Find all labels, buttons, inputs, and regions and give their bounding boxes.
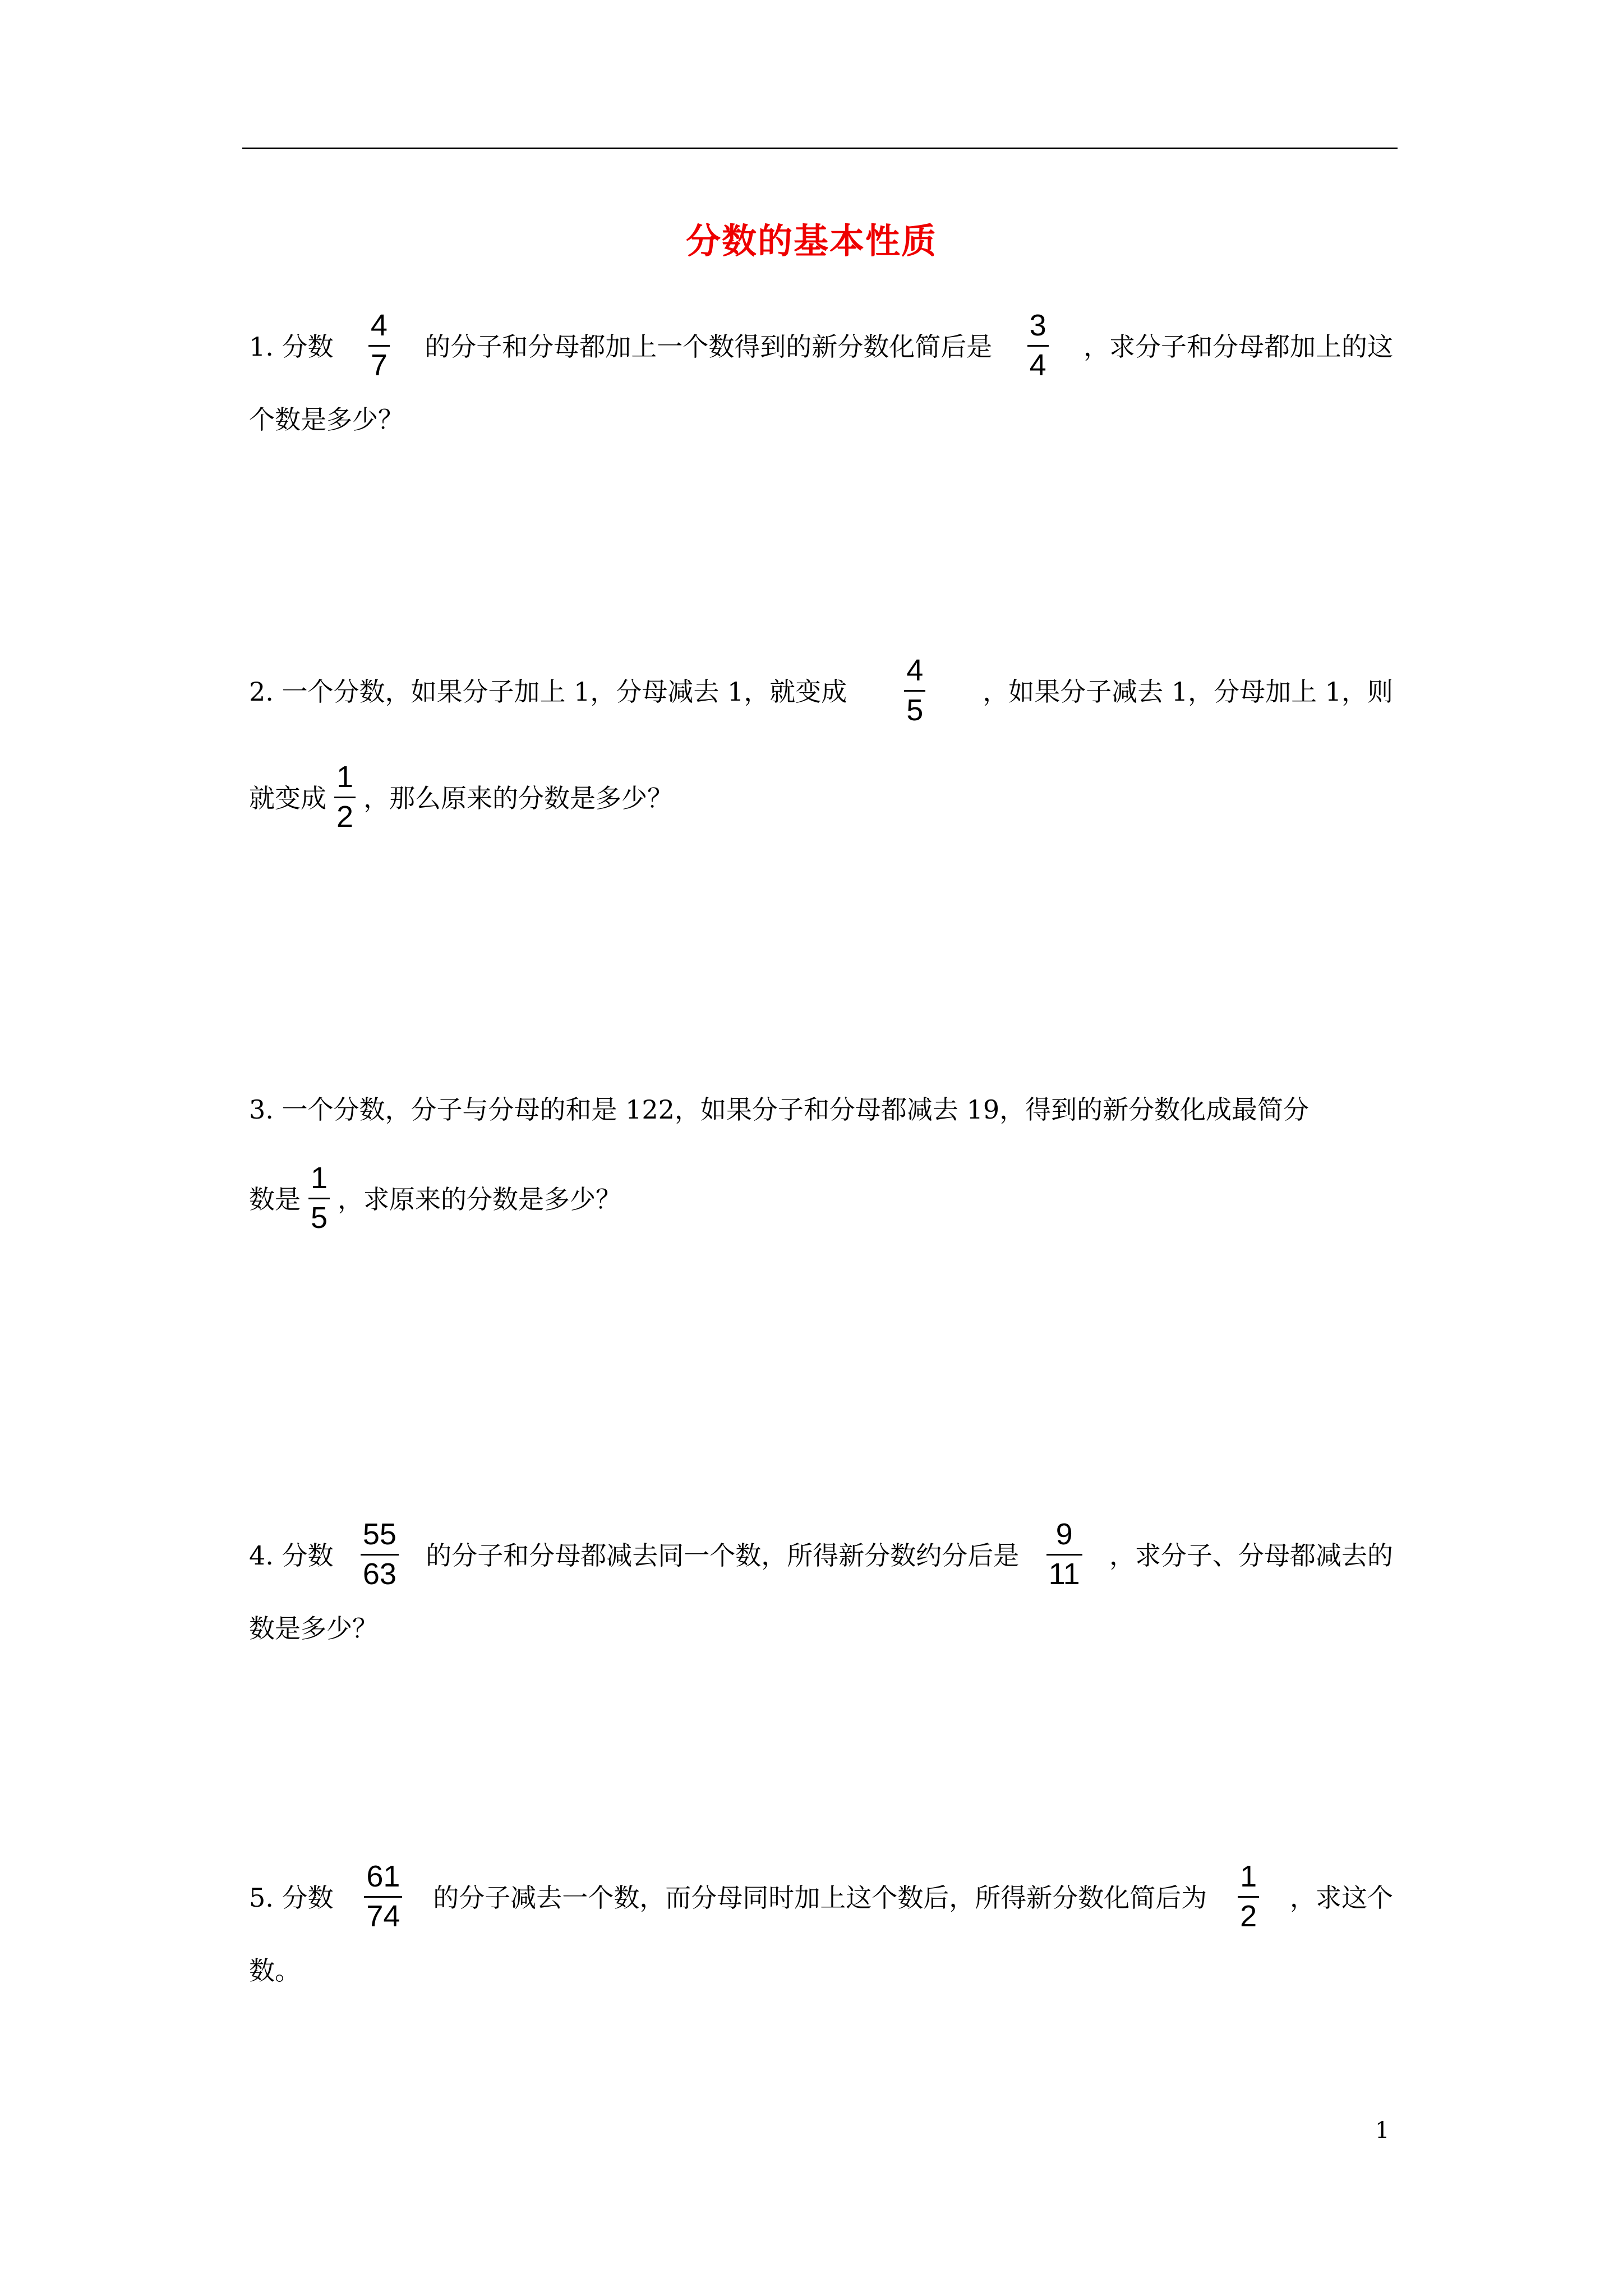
question-line [249, 1153, 621, 1243]
question-text: ，求分子、分母都减去的 [1109, 1540, 1393, 1571]
denominator: 7 [370, 348, 388, 382]
question-line [249, 1077, 1393, 1139]
question-line [249, 395, 404, 440]
fraction [368, 308, 390, 383]
question-text: 1. 分数 [249, 332, 334, 362]
question-line [249, 645, 1393, 735]
question-text: ，那么原来的分数是多少？ [363, 783, 674, 813]
question-text: 的分子减去一个数，而分母同时加上这个数后，所得新分数化简后为 [433, 1883, 1207, 1913]
question-text: 的分子和分母都减去同一个数，所得新分数约分后是 [426, 1540, 1020, 1571]
fraction [1238, 1859, 1259, 1934]
fraction [1027, 308, 1049, 383]
question-line [249, 300, 1393, 390]
denominator: 5 [906, 693, 924, 727]
numerator: 1 [336, 760, 354, 794]
numerator: 4 [370, 308, 388, 342]
question-line [249, 1947, 301, 1991]
denominator: 5 [311, 1200, 328, 1235]
question-text: 数是 [249, 1184, 301, 1214]
question-line [249, 1604, 378, 1649]
question-text: 就变成 [249, 783, 326, 813]
header-rule [242, 148, 1398, 149]
question-line [249, 752, 673, 841]
fraction-bar [361, 1554, 399, 1556]
fraction [904, 653, 925, 728]
fraction [361, 1517, 399, 1591]
fraction [308, 1161, 330, 1235]
numerator: 1 [1240, 1859, 1257, 1893]
question-text: 2. 一个分数，如果分子加上 1，分母减去 1，就变成 [249, 677, 847, 707]
numerator: 1 [311, 1161, 328, 1195]
question-text: 5. 分数 [249, 1883, 334, 1913]
question-line [249, 1851, 1393, 1941]
question-text: 个数是多少？ [249, 404, 404, 435]
question-text: 3. 一个分数，分子与分母的和是 122，如果分子和分母都减去 19，得到的新分数化成最简分 [249, 1094, 1310, 1125]
numerator: 55 [362, 1517, 396, 1551]
fraction-bar [334, 797, 356, 798]
question-text: 数。 [249, 1955, 301, 1986]
fraction [1046, 1517, 1082, 1591]
numerator: 4 [906, 653, 924, 687]
question-text: ，求分子和分母都加上的这 [1083, 332, 1393, 362]
numerator: 9 [1055, 1517, 1073, 1551]
fraction-bar [1046, 1554, 1082, 1556]
denominator: 63 [362, 1557, 396, 1591]
question-text: 4. 分数 [249, 1540, 334, 1571]
denominator: 4 [1029, 348, 1046, 382]
fraction-bar [1238, 1896, 1259, 1898]
question-line [249, 1509, 1393, 1599]
denominator: 11 [1048, 1557, 1080, 1591]
question-text: ，求原来的分数是多少？ [338, 1184, 622, 1214]
numerator: 3 [1029, 308, 1046, 342]
question-text: ，求这个 [1289, 1883, 1393, 1913]
fraction-bar [364, 1896, 402, 1898]
fraction-bar [308, 1198, 330, 1199]
fraction [334, 760, 356, 834]
denominator: 2 [1240, 1899, 1257, 1933]
fraction-bar [904, 690, 925, 692]
numerator: 61 [366, 1859, 400, 1893]
question-text: 数是多少？ [249, 1613, 378, 1644]
question-text: 的分子和分母都加上一个数得到的新分数化简后是 [425, 332, 993, 362]
question-text: ，如果分子减去 1，分母加上 1，则 [983, 677, 1393, 707]
fraction [364, 1859, 402, 1934]
denominator: 2 [336, 799, 354, 834]
fraction-bar [368, 345, 390, 347]
fraction-bar [1027, 345, 1049, 347]
denominator: 74 [366, 1899, 400, 1933]
page-title: 分数的基本性质 [685, 220, 937, 261]
page-number: 1 [1375, 2118, 1390, 2143]
